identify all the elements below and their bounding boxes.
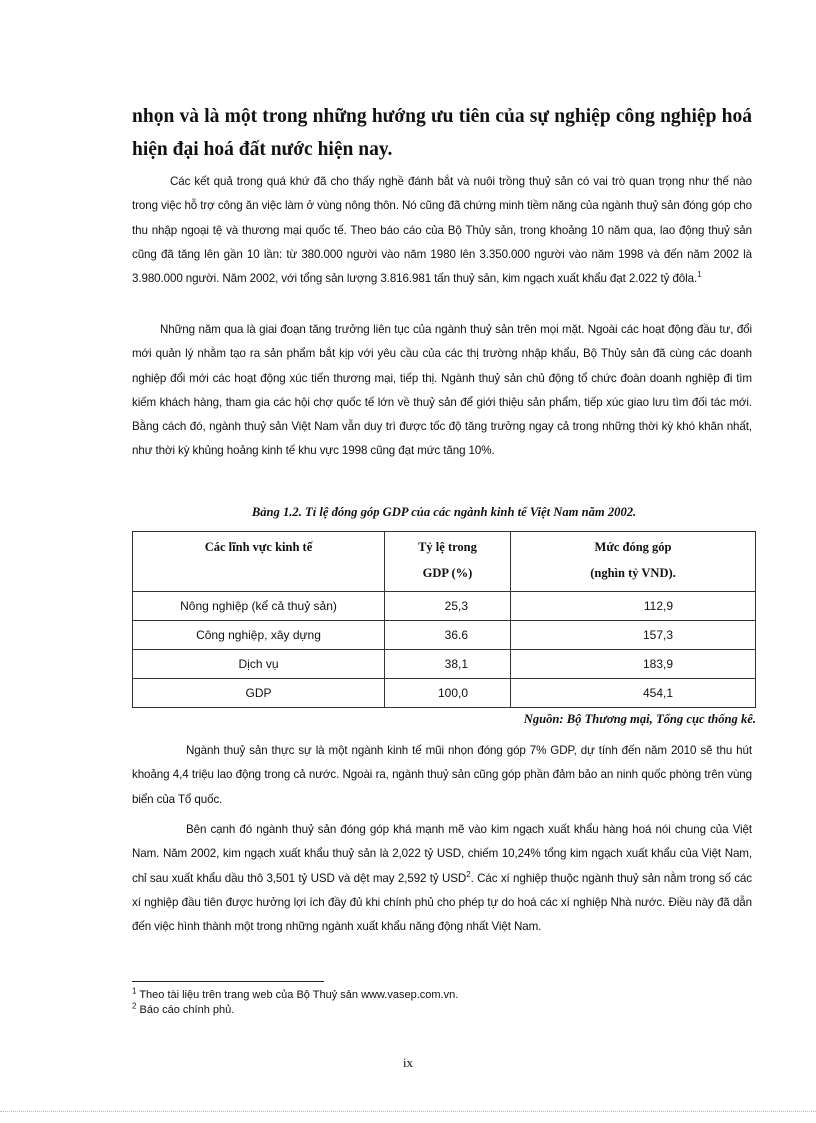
cell-sector: Nông nghiệp (kể cả thuỷ sản) (133, 592, 385, 621)
paragraph-exports: Bên cạnh đó ngành thuỷ sản đóng góp khá mạnh mẽ vào kim ngạch xuất khẩu hàng hoá nói chung của Việt Nam. Năm 2002, kim ngạch xuất khẩu thuỷ sản là 2,022 tỷ USD, chiếm 10,24% tổng kim ngạch xuất khẩu của Việt Nam, chỉ sau xuất khẩu dầu thô 3,501 tỷ USD và dệt may 2,592 tỷ USD$^2$. Các xí nghiệp thuộc ngành thuỷ sản nằm trong số các xí nghiệp đầu tiên được hưởng lợi ích đầy đủ khi chính phủ cho phép tự do hoá các xí nghiệp Nhà nước. Điều này đã dẫn đến việc hình thành một trong những ngành xuất khẩu năng động nhất Việt Nam. (132, 823, 752, 934)
page-number: ix (402, 1055, 414, 1070)
cell-pct: 38,1 (385, 650, 511, 679)
cell-pct: 36.6 (385, 621, 511, 650)
table-source: Nguồn: Bộ Thương mại, Tổng cục thống kê. (523, 712, 756, 726)
header-gdp-share: Tỷ lệ trong GDP (%) (385, 532, 511, 592)
table-row (133, 592, 756, 621)
footnote-2: $^2$ Báo cáo chính phủ. (132, 1001, 235, 1016)
gdp-table (132, 531, 756, 708)
footnote-ref-1[interactable]: 1 (697, 270, 702, 280)
header-sector: Các lĩnh vực kinh tế (133, 532, 385, 592)
cell-sector: GDP (133, 679, 385, 708)
paragraph-text: Các xí nghiệp thuộc ngành thuỷ sản nằm trong số các xí nghiệp đầu tiên được hưởng lợi ích đầy đủ khi chính phủ cho phép tự do hoá các xí nghiệp Nhà nước. Điều này đã dẫn đến việc hình thành một trong những ngành xuất khẩu năng động nhất Việt Nam. (132, 871, 752, 934)
cell-value: 454,1 (511, 679, 756, 708)
lead-paragraph: nhọn và là một trong những hướng ưu tiên của sự nghiệp công nghiệp hoá hiện đại hoá đất nước hiện nay. (132, 106, 752, 160)
cell-value: 157,3 (511, 621, 756, 650)
table-row (133, 679, 756, 708)
header-contribution: Mức đóng góp (nghìn tỷ VND). (511, 532, 756, 592)
paragraph-growth: Những năm qua là giai đoạn tăng trưởng liên tục của ngành thuỷ sản trên mọi mặt. Ngoài các hoạt động đầu tư, đổi mới quản lý nhằm tạo ra sản phẩm bắt kịp với yêu cầu của các thị trường nhập khẩu, Bộ Thủy sản đã cùng các doanh nghiệp đổi mới các hoạt động xúc tiến thương mại, tiếp thị. Ngành thuỷ sản chủ động tổ chức đoàn doanh nghiệp đi tìm kiếm khách hàng, tham gia các hội chợ quốc tế lớn về thuỷ sản để giới thiệu sản phẩm, tiếp xúc giao lưu tìm đối tác mới. Bằng cách đó, ngành thuỷ sản Việt Nam vẫn duy trì được tốc độ tăng trưởng ngay cả trong những thời kỳ khó khăn nhất, như thời kỳ khủng hoảng kinh tế khu vực 1998 cũng đạt mức tăng 10%. (132, 323, 752, 458)
cell-sector: Công nghiệp, xây dựng (133, 621, 385, 650)
footnote-divider (132, 981, 324, 982)
cell-sector: Dịch vụ (133, 650, 385, 679)
cell-value: 112,9 (511, 592, 756, 621)
cell-pct: 100,0 (385, 679, 511, 708)
paragraph-spearhead: Ngành thuỷ sản thực sự là một ngành kinh tế mũi nhọn đóng góp 7% GDP, dự tính đến năm 2010 sẽ thu hút khoảng 4,4 triệu lao động trong cả nước. Ngoài ra, ngành thuỷ sản cũng góp phần đảm bảo an ninh quốc phòng trên vùng biển của Tổ quốc. (132, 744, 752, 806)
table-header-row (133, 532, 756, 592)
paragraph-results (132, 170, 752, 291)
footnote-1: $^1$ Theo tài liệu trên trang web của Bộ Thuỷ sản www.vasep.com.vn. (132, 986, 459, 1001)
table-row (133, 621, 756, 650)
cell-pct: 25,3 (385, 592, 511, 621)
footnote-ref-2[interactable]: 2 (466, 869, 471, 879)
paragraph-text: Các kết quả trong quá khứ đã cho thấy nghề đánh bắt và nuôi trồng thuỷ sản có vai trò quan trọng như thế nào trong việc hỗ trợ công ăn việc làm ở vùng nông thôn. Nó cũng đã chứng minh tiềm năng của ngành thuỷ sản đóng góp cho thu nhập ngoại tệ và thương mại quốc tế. Theo báo cáo của Bộ Thủy sản, trong khoảng 10 năm qua, lao động thuỷ sản cũng đã tăng lên gần 10 lần: từ 380.000 người vào năm 1980 lên 3.350.000 người vào năm 1998 và đến năm 2002 là 3.980.000 người. Năm 2002, với tổng sản lượng 3.816.981 tấn thuỷ sản, kim ngạch xuất khẩu đạt 2.022 tỷ đôla. (132, 175, 752, 286)
table-row (133, 650, 756, 679)
table-caption: Bảng 1.2. Tỉ lệ đóng góp GDP của các ngành kinh tế Việt Nam năm 2002. (251, 505, 637, 519)
page-bottom-border (0, 1111, 816, 1112)
paragraph-text: Bên cạnh đó ngành thuỷ sản đóng góp khá mạnh mẽ vào kim ngạch xuất khẩu hàng hoá nói chung của Việt Nam. Năm 2002, kim ngạch xuất khẩu thuỷ sản là 2,022 tỷ USD, chiếm 10,24% tổng kim ngạch xuất khẩu của Việt Nam, chỉ sau xuất khẩu dầu thô 3,501 tỷ USD và dệt may 2,592 tỷ USD (132, 823, 752, 885)
cell-value: 183,9 (511, 650, 756, 679)
